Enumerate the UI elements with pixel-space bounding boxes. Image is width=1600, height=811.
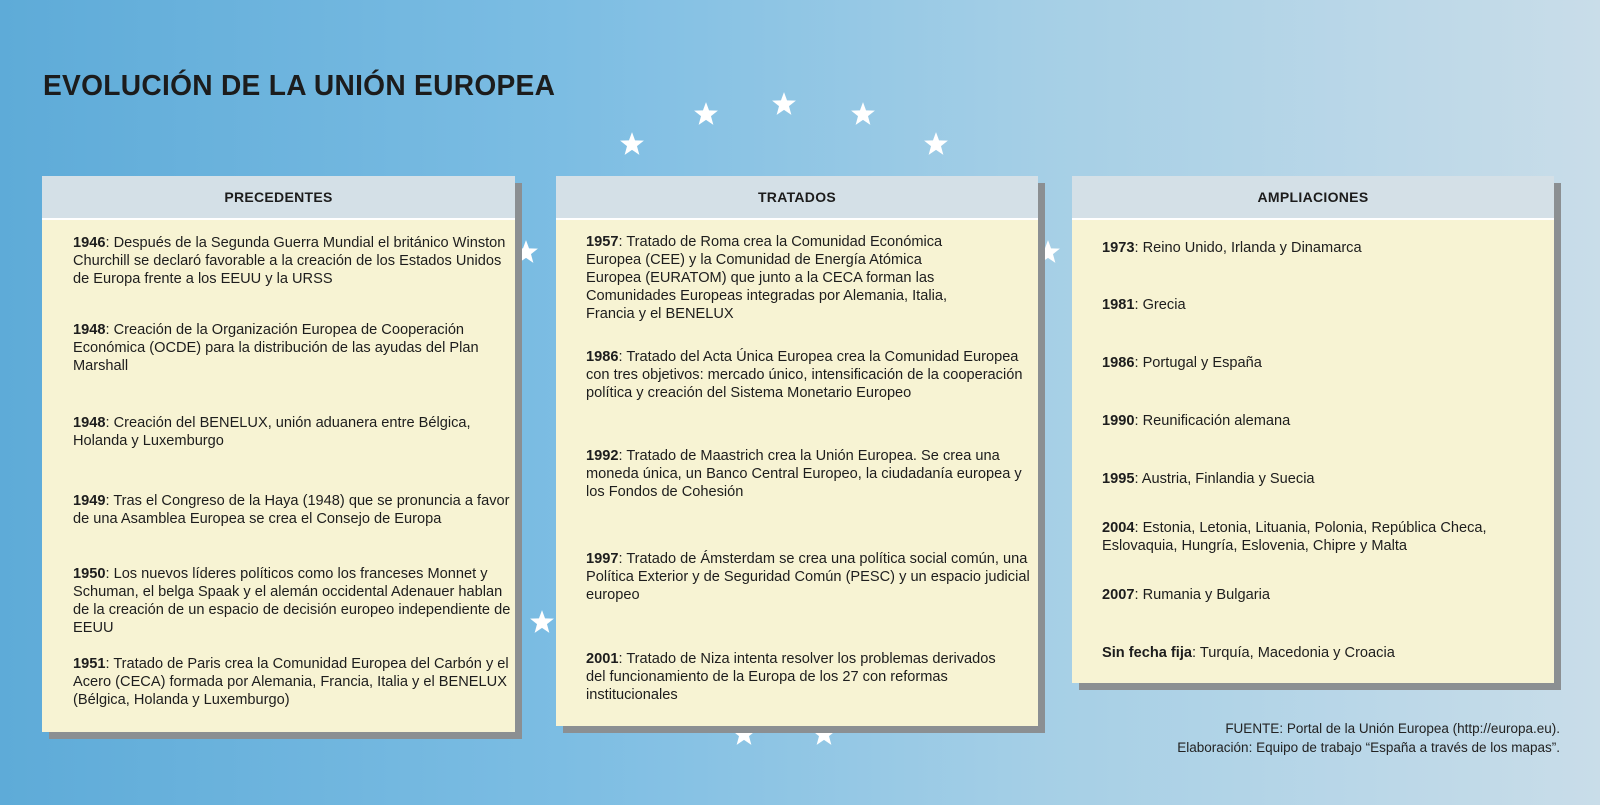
entry-text: : Tratado de Paris crea la Comunidad Europea del Carbón y el Acero (CECA) formada por Alemania, Francia, Italia y el BENELUX (Bélgica, Holanda y Luxemburgo) — [73, 656, 509, 708]
tratados-heading: TRATADOS — [556, 176, 1038, 220]
entry-text: : Austria, Finlandia y Suecia — [1134, 471, 1315, 487]
ampliaciones-entry-1995 — [1102, 470, 1550, 488]
page-title: EVOLUCIÓN DE LA UNIÓN EUROPEA — [43, 70, 556, 102]
precedentes-entry-1948-oece — [73, 321, 513, 375]
ampliaciones-heading: AMPLIACIONES — [1072, 176, 1554, 220]
tratados-entry-1997 — [586, 550, 1034, 604]
precedentes-entry-1950 — [73, 565, 513, 637]
tratados-entry-1986 — [586, 348, 1034, 402]
entry-text: : Tras el Congreso de la Haya (1948) que se pronuncia a favor de una Asamblea Europea se crea el Consejo de Europa — [73, 493, 510, 527]
entry-year: 1973 — [1102, 240, 1135, 256]
entry-year: 2007 — [1102, 587, 1135, 603]
entry-text: : Turquía, Macedonia y Croacia — [1192, 645, 1395, 661]
precedentes-entry-1946 — [73, 234, 513, 288]
tratados-panel — [556, 176, 1038, 726]
star-icon — [923, 131, 949, 157]
star-icon — [1035, 239, 1061, 265]
entry-year: 1948 — [73, 415, 106, 431]
tratados-entry-1992 — [586, 447, 1034, 501]
ampliaciones-entry-1981 — [1102, 296, 1550, 314]
bottom-border — [0, 805, 1600, 811]
entry-text: : Reunificación alemana — [1134, 413, 1291, 429]
entry-year: 2004 — [1102, 520, 1135, 536]
entry-text: : Tratado de Maastrich crea la Unión Europea. Se crea una moneda única, un Banco Central Europeo, la ciudadanía europea y los Fondos de Cohesión — [586, 448, 1022, 500]
entry-year: 1981 — [1102, 297, 1135, 313]
tratados-entry-2001 — [586, 650, 1006, 704]
star-icon — [619, 131, 645, 157]
entry-text: : Tratado de Roma crea la Comunidad Económica Europea (CEE) y la Comunidad de Energía Atómica Europea (EURATOM) que junto a la CECA forman las Comunidades Europeas integradas por Alemania, Italia, Francia y el BENELUX — [586, 234, 948, 322]
ampliaciones-entry-1973 — [1102, 239, 1550, 257]
star-icon — [513, 239, 539, 265]
entry-year: 1951 — [73, 656, 106, 672]
entry-text: : Creación del BENELUX, unión aduanera entre Bélgica, Holanda y Luxemburgo — [73, 415, 471, 449]
ampliaciones-entry-1990 — [1102, 412, 1550, 430]
entry-year: 2001 — [586, 651, 619, 667]
star-icon — [693, 101, 719, 127]
entry-text: : Tratado de Ámsterdam se crea una política social común, una Política Exterior y de Seguridad Común (PESC) y un espacio judicial europeo — [586, 551, 1030, 603]
ampliaciones-entry-2004 — [1102, 519, 1550, 555]
entry-text: : Después de la Segunda Guerra Mundial el británico Winston Churchill se declaró favorable a la creación de los Estados Unidos de Europa frente a los EEUU y la URSS — [73, 235, 506, 287]
entry-year: 1995 — [1102, 471, 1135, 487]
star-icon — [771, 91, 797, 117]
precedentes-heading: PRECEDENTES — [42, 176, 515, 220]
star-icon — [850, 101, 876, 127]
entry-text: : Tratado de Niza intenta resolver los problemas derivados del funcionamiento de la Europa de los 27 con reformas institucionales — [586, 651, 996, 703]
source-line: FUENTE: Portal de la Unión Europea (http://europa.eu). — [1225, 721, 1560, 736]
entry-year: 1992 — [586, 448, 619, 464]
entry-year: 1997 — [586, 551, 619, 567]
ampliaciones-panel — [1072, 176, 1554, 683]
entry-year: 1950 — [73, 566, 106, 582]
entry-text: : Reino Unido, Irlanda y Dinamarca — [1134, 240, 1362, 256]
entry-year: 1957 — [586, 234, 619, 250]
precedentes-entry-1949 — [73, 492, 513, 528]
source-note — [1177, 719, 1560, 757]
precedentes-entry-1951 — [73, 655, 513, 709]
star-icon — [529, 609, 555, 635]
ampliaciones-entry-2007 — [1102, 586, 1550, 604]
tratados-entry-1957 — [586, 233, 968, 323]
ampliaciones-entry-sin-fecha — [1102, 644, 1550, 662]
entry-year: 1946 — [73, 235, 106, 251]
entry-year: 1986 — [1102, 355, 1135, 371]
precedentes-entry-1948-benelux — [73, 414, 513, 450]
entry-text: : Grecia — [1134, 297, 1186, 313]
entry-year: 1948 — [73, 322, 106, 338]
entry-text: : Rumania y Bulgaria — [1134, 587, 1270, 603]
precedentes-panel — [42, 176, 515, 732]
entry-year: 1990 — [1102, 413, 1135, 429]
entry-text: : Creación de la Organización Europea de Cooperación Económica (OCDE) para la distribución de las ayudas del Plan Marshall — [73, 322, 479, 374]
entry-year: 1949 — [73, 493, 106, 509]
ampliaciones-entry-1986 — [1102, 354, 1550, 372]
entry-text: : Los nuevos líderes políticos como los franceses Monnet y Schuman, el belga Spaak y el alemán occidental Adenauer hablan de la creación de un espacio de decisión europeo independiente de EEUU — [73, 566, 511, 636]
entry-text: : Portugal y España — [1134, 355, 1262, 371]
entry-year: 1986 — [586, 349, 619, 365]
credits-line: Elaboración: Equipo de trabajo “España a través de los mapas”. — [1177, 740, 1560, 755]
entry-text: : Tratado del Acta Única Europea crea la Comunidad Europea con tres objetivos: mercado único, intensificación de la cooperación política y creación del Sistema Monetario Europeo — [586, 349, 1023, 401]
entry-year: Sin fecha fija — [1102, 645, 1193, 661]
entry-text: : Estonia, Letonia, Lituania, Polonia, República Checa, Eslovaquia, Hungría, Eslovenia, Chipre y Malta — [1102, 520, 1487, 554]
